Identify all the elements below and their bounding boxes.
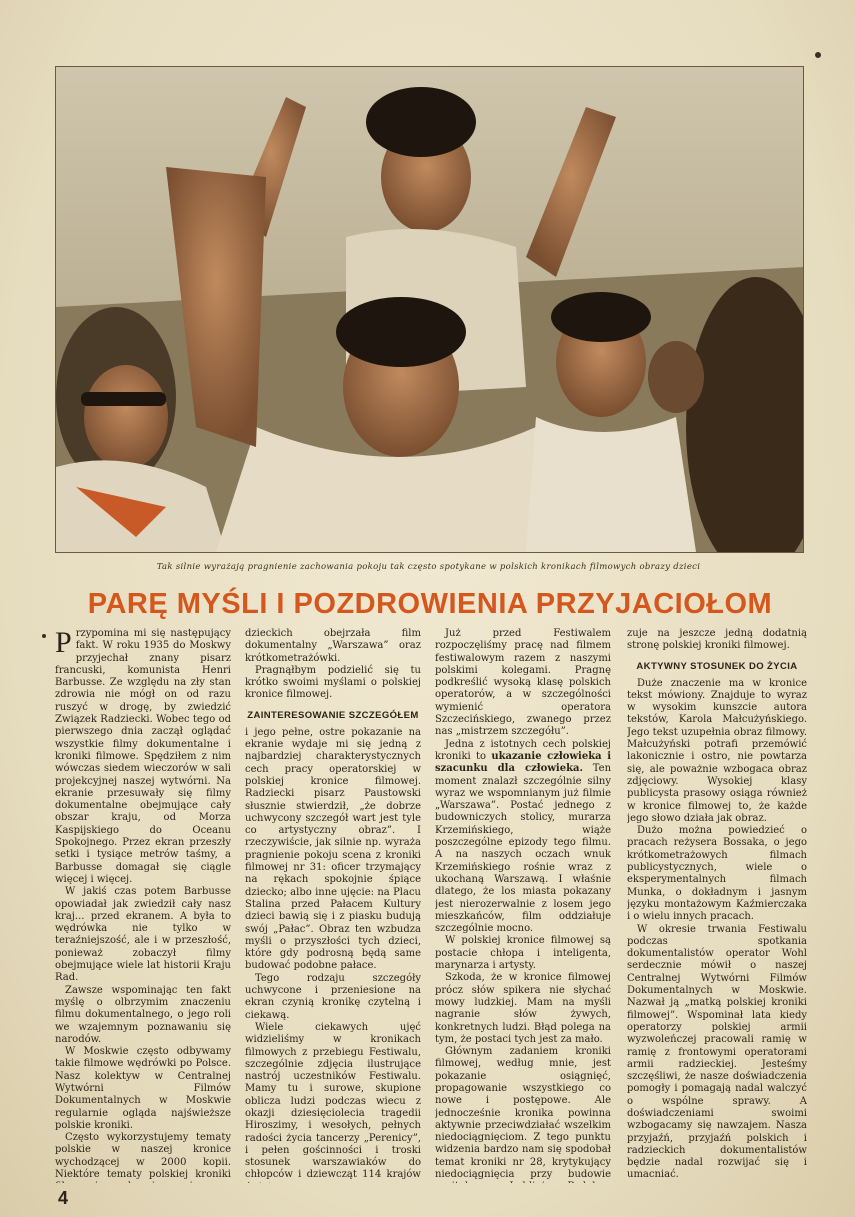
paragraph-text: Ten moment znalazł szczególnie silny wyraz we wspomnianym już filmie „Warszawa”. Postać jednego z budowniczych stolicy, murarza Krzemińskiego, wiąże poszczególne epizody tego filmu. A na naszych oczach wnuk Krzemińskiego rośnie wraz z ukochaną Warszawą. I właśnie dlatego, że los miasta pokazany jest nierozerwalnie z losem jego mieszkańców, film oddziałuje szczególnie mocno. <box>435 763 611 935</box>
author-name <box>627 1182 807 1183</box>
article-column-3 <box>435 628 611 1183</box>
paragraph: Często wykorzystujemy tematy polskie w naszej kronice wychodzącej w 2000 kopii. Niektóre tematy polskiej kroniki <box>55 1132 231 1181</box>
article-column-1 <box>55 628 231 1183</box>
paragraph: W jakiś czas potem Barbusse opowiadał jak zwiedził cały nasz kraj... przed ekranem. A była to wędrówka nie tylko w teraźniejszość, ale i w przeszłość, ponieważ zobaczył filmy obejmujące wiele lat historii Kraju Rad. <box>55 886 231 984</box>
paragraph-text: Jedna z istotnych cech polskiej kroniki to <box>435 738 611 762</box>
column-bullet <box>42 634 46 638</box>
festival-photo <box>55 66 804 553</box>
article-headline: PARĘ MYŚLI I POZDROWIENIA PRZYJACIOŁOM <box>87 588 773 620</box>
paragraph: Dużo można powiedzieć o pracach reżysera Bossaka, o jego krótkometrażowych filmach publicystycznych, wiele o eksperymentalnych filmach Munka, o dokładnym i jasnym języku montażowym Kaźmierczaka i o wielu innych pracach. <box>627 825 807 923</box>
paragraph: Duże znaczenie ma w kronice tekst mówiony. Znajduje to wyraz w wysokim kunszcie autora tekstów, Karola Małcużyńskiego. Jego tekst uzupełnia obraz filmowy. Małcużyński potrafi przemówić lakonicznie i ostro, nie powtarza się, ale poważnie wzbogaca obraz zdjęciowy. Wysokiej klasy publicysta prasowy osiąga również w kronice filmowej to, że każde jego słowo działa jak obraz. <box>627 677 807 824</box>
paragraph: Zawsze wspominając ten fakt myślę o olbrzymim znaczeniu filmu dokumentalnego, o jego roli we wzajemnym poznawaniu się narodów. <box>55 984 231 1045</box>
paragraph: Szkoda, że w kronice filmowej prócz słów spikera nie słychać mowy ludzkiej. Mam na myśli nagranie słów żywych, konkretnych ludzi. Błąd polega na tym, że postaci tych jest za mało. <box>435 972 611 1045</box>
paragraph: zuje na jeszcze jedną dodatnią stronę polskiej kroniki filmowej. <box>627 628 807 652</box>
paragraph: Głównym zadaniem kroniki filmowej, według mnie, jest pokazanie osiągnięć, propagowanie wszystkiego co nowe i postępowe. Ale jednocześnie kronika powinna aktywnie przeciwdziałać wszelkim niedociągnięciom. Z tego punktu widzenia bardzo nam się spodobał temat kroniki nr 28, krytykujący niedociągnięcia przy budowie <box>435 1046 611 1181</box>
paragraph <box>55 628 231 886</box>
paragraph: Tego rodzaju szczegóły uchwycone i przeniesione na ekran czynią kronikę czytelną i ciekawą. <box>245 972 421 1021</box>
drop-cap: P <box>55 628 72 659</box>
paragraph: Już przed Festiwalem rozpoczęliśmy pracę nad filmem festiwalowym razem z naszymi polskimi kolegami. Pragnę podkreślić wysoką klasę polskich operatorów, a w szczególności wymienić operatora Szczecińskiego, zwanego przez nas „mistrzem szczegółu”. <box>435 628 611 738</box>
paragraph: W okresie trwania Festiwalu podczas spotkania dokumentalistów operator Wohl serdecznie mówił o naszej Centralnej Wytwórni Filmów Dokumentalnych w Moskwie. Nazwał ją „matką polskiej kroniki filmowej”. Wspominał lata kiedy operatorzy polskiej armii wyzwoleńczej pracowali ramię w ramię z frontowymi operatorami armii radzieckiej. Jesteśmy szczęśliwi, że nasze doświadczenia pomogły i pomagają nadal walczyć o wspólne sprawy. A doświadczeniami swoimi wzbogacamy się nawzajem. Nasza przyjaźń, przyjaźń polskich i radzieckich dokumentalistów będzie nadal rozwijać się i umacniać. <box>627 923 807 1181</box>
paragraph: Wiele ciekawych ujęć widzieliśmy w kronikach filmowych z przebiegu Festiwalu, szczególnie zdjęcia ilustrujące nastrój uczestników Festiwalu. Mamy tu i surowe, skupione oblicza ludzi podczas wiecu z okazji dziesięciolecia tragedii Hiroszimy, i wesołych, pełnych radości życia tancerzy „Perenicy”, i pełen gościnności i troski stosunek warszawiaków do chłopców i dziewcząt 114 krajów <box>245 1021 421 1181</box>
section-subheading: ZAINTERESOWANIE SZCZEGÓŁEM <box>247 709 419 721</box>
section-subheading: AKTYWNY STOSUNEK DO ŻYCIA <box>636 660 798 672</box>
emphasized-text: ukazanie człowieka i szacunku dla człowieka. <box>435 750 611 775</box>
article-body <box>55 628 815 1183</box>
paragraph: dzieckich obejrzała film dokumentalny „Warszawa” oraz krótkometrażówki. <box>245 628 421 664</box>
paragraph: W polskiej kronice filmowej są postacie chłopa i inteligenta, marynarza i artysty. <box>435 935 611 972</box>
page-number: 4 <box>58 1188 69 1208</box>
printer-dot <box>815 52 821 58</box>
article-column-2 <box>245 628 421 1183</box>
festival-photo-image <box>56 67 803 552</box>
paragraph-text: rzypomina mi się następujący fakt. W roku 1935 do Moskwy przyjechał znany pisarz francuski, komunista Henri Barbusse. Ze względu na zły stan zdrowia nie mógł on od razu ruszyć w drogę, by zwiedzić Związek Radziecki. Wobec tego od pierwszego dnia zaczął oglądać wszystkie filmy dokumentalne i kroniki filmowe. Spędziłem z nim wówczas siedem wieczorów w sali projekcyjnej naszej wytwórni. Na ekranie przesuwały się filmy dokumentalne obejmujące cały obszar kraju, od Morza Kaspijskiego do Oceanu Spokojnego. Przez ekran przeszły setki i tysiące metrów taśmy, a Barbusse domagał się ciągle więcej i więcej. <box>55 628 231 885</box>
paragraph <box>435 739 611 936</box>
article-column-4 <box>627 628 807 1183</box>
paragraph: Pragnąłbym podzielić się tu krótko swoimi myślami o polskiej kronice filmowej. <box>245 664 421 701</box>
paragraph: W Moskwie często odbywamy takie filmowe wędrówki po Polsce. Nasz kolektyw w Centralnej Wytwórni Filmów Dokumentalnych w Moskwie regularnie ogląda najświeższe polskie kroniki. <box>55 1046 231 1131</box>
photo-caption: Tak silnie wyrażają pragnienie zachowania pokoju tak często spotykane w polskich kronikach filmowych obrazy dzieci <box>156 562 701 572</box>
paragraph: i jego pełne, ostre pokazanie na ekranie wydaje mi się jedną z najbardziej charakterystycznych cech pracy operatorskiej w polskiej kronice filmowej. Radziecki pisarz Paustowski słusznie stwierdził, „że dobrze uchwycony szczegół wart jest tyle co artystyczny obraz”. I rzeczywiście, jak silnie np. wyraża pragnienie pokoju scena z kroniki filmowej nr 31: oficer trzymający na rękach spokojnie śpiące dziecko; albo inne ujęcie: na Placu Stalina przed Pałacem Kultury dzieci bawią się i z piasku budują swój „Pałac”. Obraz ten wzbudza myśli o przyszłości tych dzieci, które gdy podrosną będą same budować podobne pałace. <box>245 726 421 972</box>
